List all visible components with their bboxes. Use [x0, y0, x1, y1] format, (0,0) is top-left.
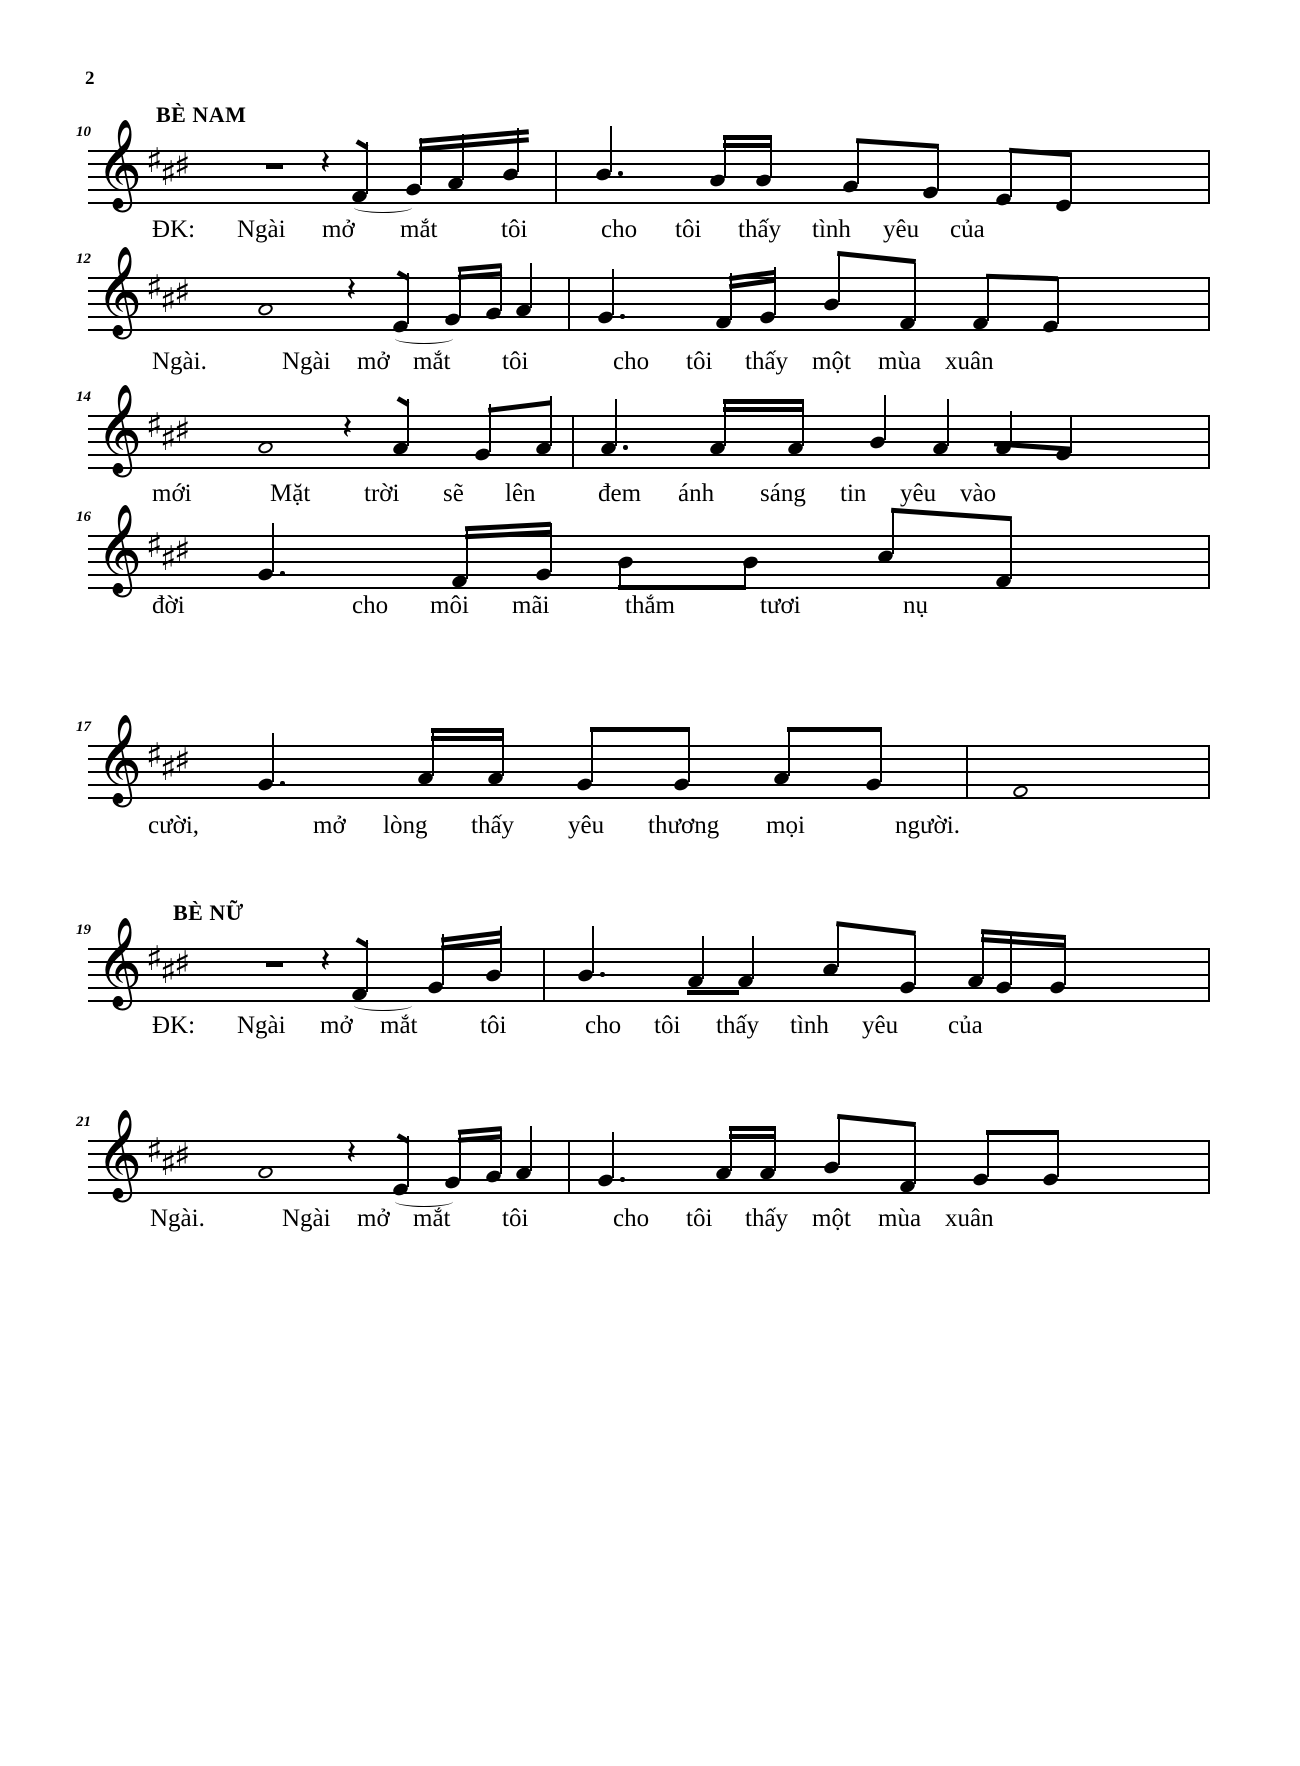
lyric-syllable: cho: [613, 1205, 650, 1232]
lyric-syllable: ánh: [678, 480, 715, 507]
augmentation-dot: [623, 445, 628, 450]
key-signature-sharp-icon: ♯: [160, 749, 177, 789]
lyric-syllable: thấy: [745, 1205, 789, 1232]
staff: [88, 273, 1210, 329]
lyric-syllable: yêu: [568, 812, 605, 839]
lyric-syllable: tình: [812, 216, 851, 243]
lyric-syllable: thương: [648, 812, 720, 839]
barline: [568, 277, 570, 331]
barline-end: [1208, 277, 1210, 331]
lyric-syllable: Ngài: [237, 1012, 286, 1039]
lyric-syllable: sẽ: [443, 480, 464, 507]
measure-number: 16: [76, 509, 91, 525]
lyric-syllable: đời: [152, 592, 185, 619]
eighth-rest: 𝄽: [342, 408, 353, 448]
slur: [354, 202, 412, 213]
key-signature-sharp-icon: ♯: [146, 1131, 163, 1171]
lyric-syllable: lòng: [383, 812, 428, 839]
half-rest: [266, 961, 283, 967]
lyric-syllable: Ngài.: [152, 348, 207, 375]
lyric-syllable: mắt: [400, 216, 438, 243]
lyric-syllable: thấy: [738, 216, 782, 243]
treble-clef-icon: 𝄞: [96, 504, 143, 594]
lyric-syllable: Ngài.: [150, 1205, 205, 1232]
augmentation-dot: [618, 171, 623, 176]
lyric-syllable: sáng: [760, 480, 806, 507]
measure-number: 21: [76, 1114, 91, 1130]
key-signature-sharp-icon: ♯: [146, 268, 163, 308]
lyric-syllable: mở: [357, 1205, 390, 1232]
measure-number: 14: [76, 389, 91, 405]
lyric-syllable: mùa: [878, 348, 922, 375]
treble-clef-icon: 𝄞: [96, 119, 143, 209]
lyric-syllable: thấy: [745, 348, 789, 375]
lyric-syllable: ĐK:: [152, 216, 196, 243]
barline: [555, 150, 557, 204]
eighth-rest: 𝄽: [320, 941, 331, 981]
lyric-syllable: mở: [320, 1012, 353, 1039]
key-signature-sharp-icon: ♯: [160, 154, 177, 194]
lyric-syllable: vào: [960, 480, 997, 507]
barline: [568, 1140, 570, 1194]
lyric-syllable: tôi: [502, 348, 529, 375]
key-signature-sharp-icon: ♯: [160, 419, 177, 459]
augmentation-dot: [620, 1177, 625, 1182]
key-signature-sharp-icon: ♯: [174, 1136, 191, 1176]
lyric-syllable: thấy: [716, 1012, 760, 1039]
barline-end: [1208, 415, 1210, 469]
lyric-syllable: một: [812, 1205, 851, 1232]
lyric-syllable: Ngài: [282, 1205, 331, 1232]
lyric-syllable: mở: [357, 348, 390, 375]
half-rest: [266, 163, 283, 169]
lyric-syllable: mở: [313, 812, 346, 839]
barline-end: [1208, 948, 1210, 1002]
slur: [395, 333, 453, 344]
lyric-syllable: tôi: [654, 1012, 681, 1039]
eighth-rest: 𝄽: [346, 1133, 357, 1173]
lyric-syllable: thấy: [471, 812, 515, 839]
lyric-syllable: mới: [152, 480, 192, 507]
augmentation-dot: [620, 314, 625, 319]
staff: [88, 944, 1210, 1000]
barline: [572, 415, 574, 469]
key-signature-sharp-icon: ♯: [174, 741, 191, 781]
measure-number: 17: [76, 719, 91, 735]
lyric-syllable: thắm: [625, 592, 675, 619]
lyric-syllable: mắt: [413, 1205, 451, 1232]
eighth-rest: 𝄽: [346, 270, 357, 310]
staff: [88, 741, 1210, 797]
lyric-syllable: mắt: [413, 348, 451, 375]
treble-clef-icon: 𝄞: [96, 714, 143, 804]
voice-label-be-nu: BÈ NỮ: [173, 900, 244, 925]
slur: [354, 1000, 412, 1011]
lyric-syllable: tôi: [502, 1205, 529, 1232]
lyric-syllable: Ngài: [282, 348, 331, 375]
lyric-syllable: tình: [790, 1012, 829, 1039]
lyric-syllable: mọi: [766, 812, 805, 839]
lyric-syllable: Mặt: [270, 480, 311, 507]
lyric-syllable: yêu: [900, 480, 937, 507]
lyric-syllable: xuân: [945, 1205, 994, 1232]
key-signature-sharp-icon: ♯: [174, 146, 191, 186]
measure-number: 19: [76, 922, 91, 938]
barline-end: [1208, 150, 1210, 204]
lyric-syllable: cho: [352, 592, 389, 619]
lyric-syllable: cười,: [148, 812, 200, 839]
lyric-syllable: nụ: [903, 592, 928, 619]
treble-clef-icon: 𝄞: [96, 1109, 143, 1199]
augmentation-dot: [600, 972, 605, 977]
lyric-syllable: tin: [840, 480, 867, 507]
lyric-syllable: cho: [585, 1012, 622, 1039]
augmentation-dot: [280, 781, 285, 786]
lyric-syllable: tôi: [675, 216, 702, 243]
lyric-syllable: tôi: [686, 348, 713, 375]
eighth-rest: 𝄽: [320, 143, 331, 183]
staff: [88, 1136, 1210, 1192]
staff: [88, 411, 1210, 467]
lyric-syllable: Ngài: [237, 216, 286, 243]
treble-clef-icon: 𝄞: [96, 384, 143, 474]
lyric-syllable: yêu: [883, 216, 920, 243]
barline-end: [1208, 535, 1210, 589]
key-signature-sharp-icon: ♯: [146, 939, 163, 979]
lyric-syllable: của: [950, 216, 985, 243]
key-signature-sharp-icon: ♯: [146, 526, 163, 566]
barline: [543, 948, 545, 1002]
key-signature-sharp-icon: ♯: [174, 273, 191, 313]
lyric-syllable: ĐK:: [152, 1012, 196, 1039]
treble-clef-icon: 𝄞: [96, 917, 143, 1007]
key-signature-sharp-icon: ♯: [160, 1144, 177, 1184]
lyric-syllable: tươi: [760, 592, 801, 619]
lyric-syllable: tôi: [480, 1012, 507, 1039]
barline: [966, 745, 968, 799]
lyric-syllable: của: [948, 1012, 983, 1039]
lyric-syllable: người.: [895, 812, 960, 839]
key-signature-sharp-icon: ♯: [160, 952, 177, 992]
lyric-syllable: cho: [601, 216, 638, 243]
page-number: 2: [85, 68, 95, 89]
key-signature-sharp-icon: ♯: [174, 944, 191, 984]
barline-end: [1208, 745, 1210, 799]
voice-label-be-nam: BÈ NAM: [156, 102, 247, 127]
measure-number: 12: [76, 251, 91, 267]
lyric-syllable: lên: [505, 480, 536, 507]
lyric-syllable: yêu: [862, 1012, 899, 1039]
staff: [88, 531, 1210, 587]
lyric-syllable: xuân: [945, 348, 994, 375]
lyric-syllable: môi: [430, 592, 469, 619]
lyric-syllable: cho: [613, 348, 650, 375]
lyric-syllable: mở: [322, 216, 355, 243]
key-signature-sharp-icon: ♯: [146, 141, 163, 181]
lyric-syllable: tôi: [686, 1205, 713, 1232]
key-signature-sharp-icon: ♯: [146, 406, 163, 446]
treble-clef-icon: 𝄞: [96, 246, 143, 336]
key-signature-sharp-icon: ♯: [160, 281, 177, 321]
barline-end: [1208, 1140, 1210, 1194]
key-signature-sharp-icon: ♯: [160, 539, 177, 579]
lyric-syllable: tôi: [501, 216, 528, 243]
lyric-syllable: đem: [598, 480, 642, 507]
lyric-syllable: trời: [364, 480, 400, 507]
lyric-syllable: mùa: [878, 1205, 922, 1232]
measure-number: 10: [76, 124, 91, 140]
lyric-syllable: mắt: [380, 1012, 418, 1039]
key-signature-sharp-icon: ♯: [146, 736, 163, 776]
lyric-syllable: một: [812, 348, 851, 375]
key-signature-sharp-icon: ♯: [174, 531, 191, 571]
staff: [88, 146, 1210, 202]
lyric-syllable: mãi: [512, 592, 550, 619]
key-signature-sharp-icon: ♯: [174, 411, 191, 451]
augmentation-dot: [280, 571, 285, 576]
